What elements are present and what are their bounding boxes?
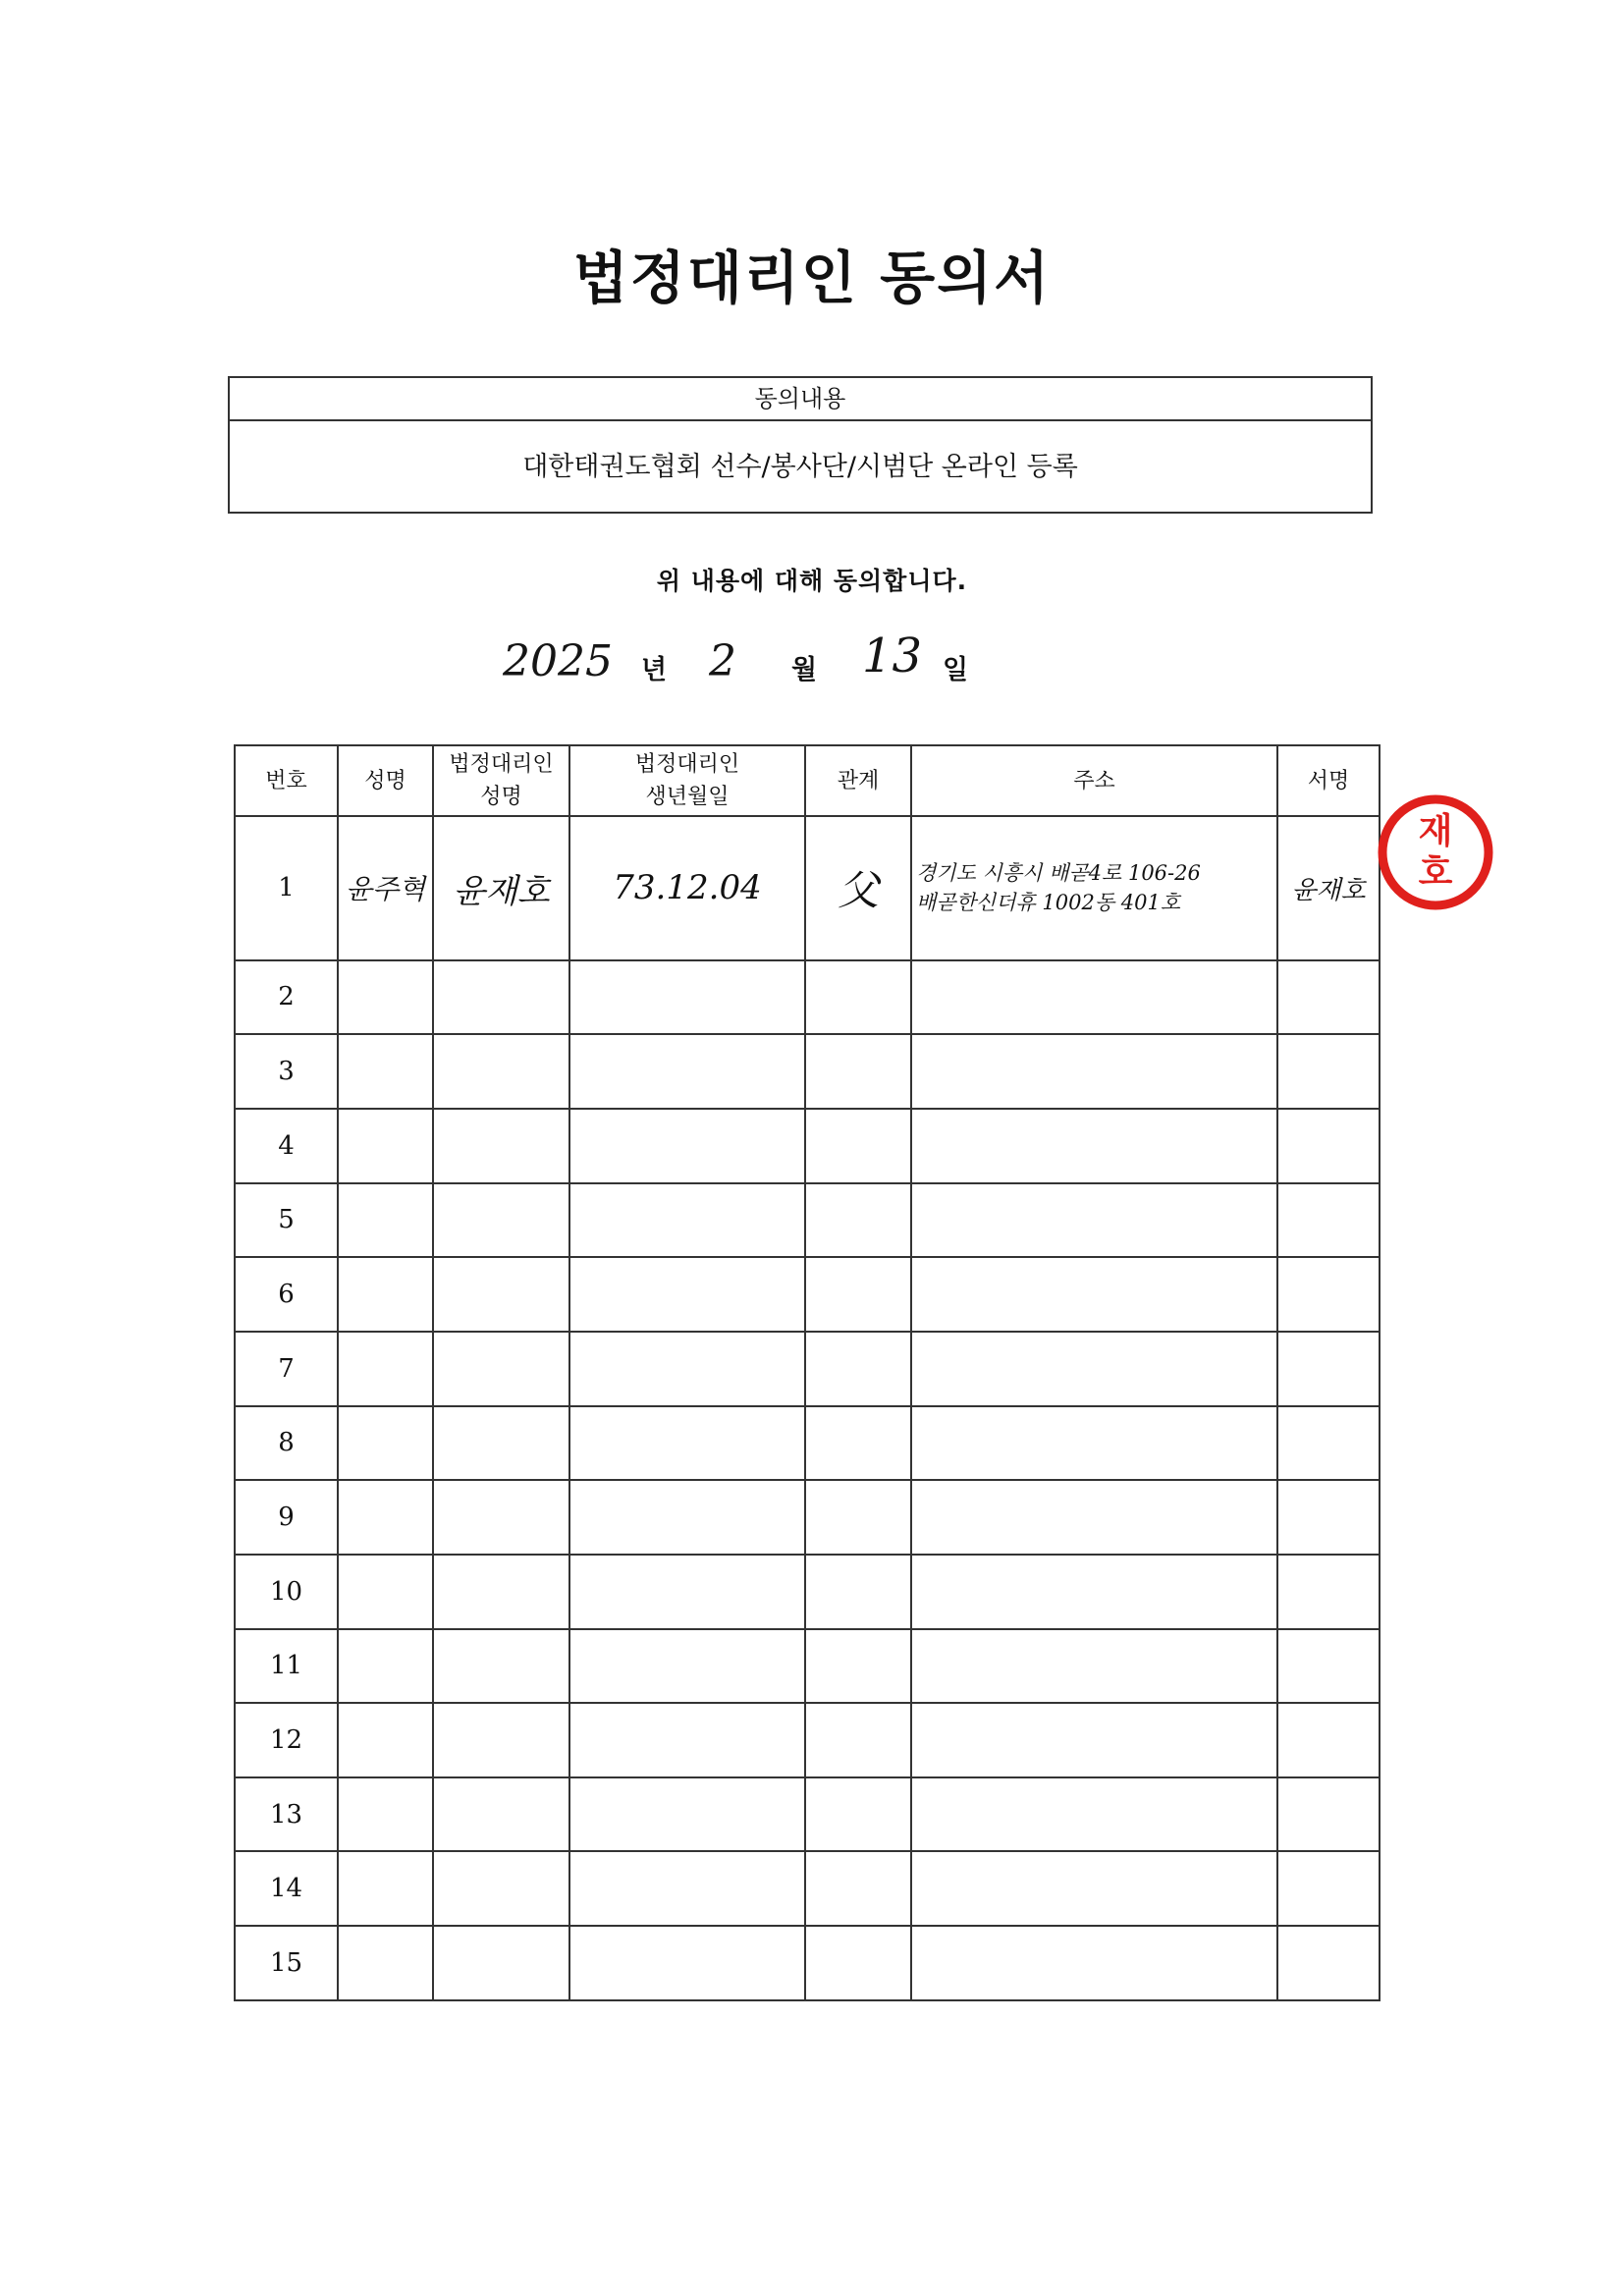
date-year: 2025 [503,636,613,686]
row-guardian-name [433,1332,569,1406]
header-name: 성명 [338,745,433,816]
row-signature [1277,1034,1380,1109]
row-no: 10 [235,1555,338,1629]
row-relation [805,1183,911,1258]
row-guardian-birth [569,1926,805,2000]
row-name [338,1629,433,1704]
row-relation [805,1851,911,1926]
table-row [235,1109,1380,1183]
row-signature [1277,1332,1380,1406]
row-no: 2 [235,960,338,1035]
row-guardian-name [433,1034,569,1109]
row-relation [805,1777,911,1852]
row-guardian-birth: 73.12.04 [569,816,805,960]
table-row [235,1406,1380,1481]
date-day-unit: 일 [943,655,969,685]
table-row [235,1629,1380,1704]
header-guardian-name: 법정대리인 성명 [433,745,569,816]
row-guardian-birth [569,1109,805,1183]
row-no: 15 [235,1926,338,2000]
row-no: 13 [235,1777,338,1852]
row-guardian-birth [569,1629,805,1704]
date-day: 13 [862,628,923,683]
table-row [235,816,1380,960]
row-guardian-birth [569,1406,805,1481]
row-address [911,1183,1277,1258]
row-signature [1277,1926,1380,2000]
table-row [235,960,1380,1035]
row-no: 12 [235,1703,338,1777]
row-guardian-birth [569,1777,805,1852]
row-name [338,1851,433,1926]
row-signature [1277,1480,1380,1555]
row-address [911,1851,1277,1926]
row-signature [1277,1851,1380,1926]
table-row [235,1183,1380,1258]
document-title: 법정대리인 동의서 [572,245,1052,311]
seal-text-bottom: 호 [1418,852,1453,893]
header-signature: 서명 [1277,745,1380,816]
row-relation [805,1480,911,1555]
table-header-row [235,745,1380,816]
table-row [235,1777,1380,1852]
row-guardian-name: 윤재호 [433,816,569,960]
row-name [338,1332,433,1406]
row-address [911,1109,1277,1183]
row-guardian-name [433,1851,569,1926]
table-row [235,1034,1380,1109]
row-address: 경기도 시흥시 배곧4로 106-26 배곧한신더휴 1002동 401호 [911,816,1277,960]
row-no: 14 [235,1851,338,1926]
row-address [911,1257,1277,1332]
row-no: 5 [235,1183,338,1258]
row-guardian-birth [569,1257,805,1332]
row-signature: 윤재호 [1277,816,1380,960]
row-guardian-birth [569,1034,805,1109]
table-row [235,1332,1380,1406]
row-no: 1 [235,816,338,960]
header-relation: 관계 [805,745,911,816]
guardian-register-table [234,744,1380,2001]
red-seal-stamp [1377,793,1494,911]
row-name [338,1257,433,1332]
row-name [338,1109,433,1183]
header-address: 주소 [911,745,1277,816]
row-no: 3 [235,1034,338,1109]
agreement-text: 위 내용에 대해 동의합니다. [656,567,968,595]
row-relation [805,1555,911,1629]
row-guardian-name [433,1406,569,1481]
row-name [338,1406,433,1481]
row-signature [1277,1777,1380,1852]
row-guardian-name [433,1183,569,1258]
row-guardian-birth [569,1703,805,1777]
row-guardian-name [433,1480,569,1555]
row-signature [1277,1555,1380,1629]
row-guardian-name [433,1109,569,1183]
row-signature [1277,1703,1380,1777]
table-row [235,1926,1380,2000]
table-row [235,1703,1380,1777]
row-relation [805,1332,911,1406]
row-signature [1277,1109,1380,1183]
row-relation [805,1703,911,1777]
row-guardian-birth [569,1480,805,1555]
row-guardian-name [433,1703,569,1777]
table-row [235,1555,1380,1629]
row-guardian-name [433,1629,569,1704]
row-relation [805,1926,911,2000]
row-name [338,1183,433,1258]
row-relation: 父 [805,816,911,960]
row-relation [805,1034,911,1109]
table-row [235,1257,1380,1332]
row-relation [805,1257,911,1332]
header-guardian-birth: 법정대리인 생년월일 [569,745,805,816]
date-year-unit: 년 [641,655,668,685]
row-name [338,1555,433,1629]
row-guardian-birth [569,1555,805,1629]
row-no: 11 [235,1629,338,1704]
header-no: 번호 [235,745,338,816]
row-name [338,1926,433,2000]
row-signature [1277,1629,1380,1704]
date-month-unit: 월 [791,655,818,685]
row-no: 7 [235,1332,338,1406]
row-signature [1277,1183,1380,1258]
row-guardian-birth [569,1851,805,1926]
row-address [911,1480,1277,1555]
row-relation [805,1629,911,1704]
row-address [911,1332,1277,1406]
row-address [911,1555,1277,1629]
row-guardian-birth [569,960,805,1035]
table-row [235,1851,1380,1926]
row-guardian-name [433,1257,569,1332]
row-guardian-birth [569,1183,805,1258]
row-relation [805,1406,911,1481]
row-address [911,1034,1277,1109]
seal-text-top: 재 [1418,811,1453,851]
row-signature [1277,1257,1380,1332]
row-relation [805,1109,911,1183]
row-guardian-name [433,1777,569,1852]
row-guardian-name [433,1926,569,2000]
consent-box [228,376,1373,514]
row-signature [1277,1406,1380,1481]
row-relation [805,960,911,1035]
row-address [911,1926,1277,2000]
row-guardian-birth [569,1332,805,1406]
row-no: 9 [235,1480,338,1555]
consent-content: 대한태권도협회 선수/봉사단/시범단 온라인 등록 [522,452,1078,482]
date-month: 2 [709,636,736,686]
row-address [911,1406,1277,1481]
table-row [235,1480,1380,1555]
row-address [911,1629,1277,1704]
row-signature [1277,960,1380,1035]
row-name [338,1703,433,1777]
consent-header: 동의내용 [230,378,1371,421]
row-address [911,1703,1277,1777]
row-no: 6 [235,1257,338,1332]
row-name [338,960,433,1035]
row-address [911,1777,1277,1852]
row-guardian-name [433,960,569,1035]
row-name [338,1034,433,1109]
row-name [338,1777,433,1852]
row-guardian-name [433,1555,569,1629]
row-no: 4 [235,1109,338,1183]
row-address [911,960,1277,1035]
row-name [338,1480,433,1555]
row-name: 윤주혁 [338,816,433,960]
row-no: 8 [235,1406,338,1481]
